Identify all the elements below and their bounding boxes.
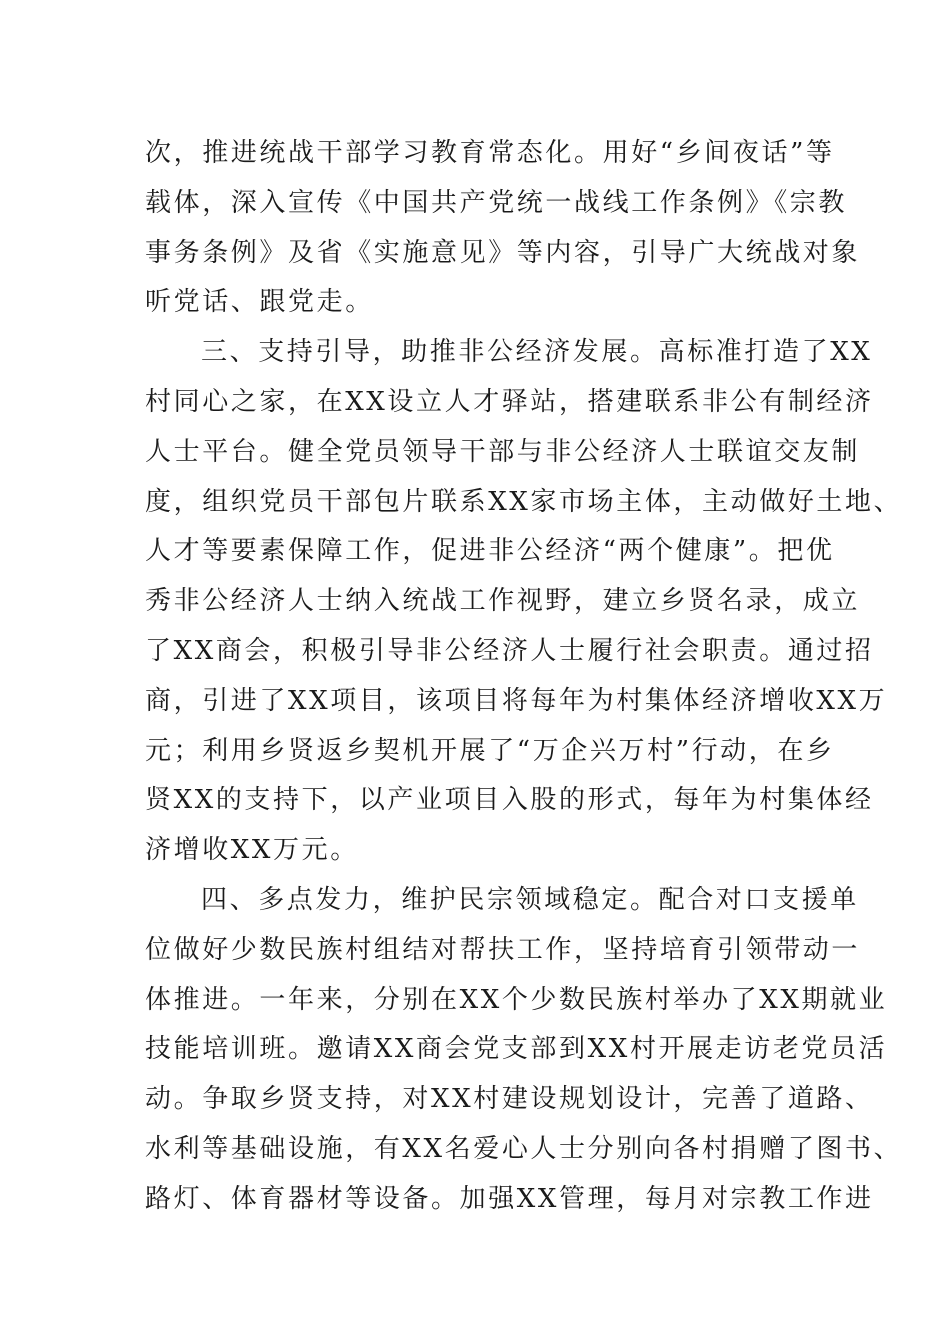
text-line: 动。争取乡贤支持，对XX村建设规划设计，完善了道路、 [145, 1084, 874, 1115]
section-heading-line: 四、多点发力，维护民宗领域稳定。配合对口支援单 [201, 884, 859, 915]
text-line: 了XX商会，积极引导非公经济人士履行社会职责。通过招 [145, 635, 874, 666]
text-line: 济增收XX万元。 [145, 835, 359, 866]
document-body [145, 129, 903, 1225]
section-heading-line: 三、支持引导，助推非公经济发展。高标准打造了XX [201, 337, 873, 368]
text-line: 技能培训班。邀请XX商会党支部到XX村开展走访老党员活 [145, 1034, 888, 1065]
text-line: 元；利用乡贤返乡契机开展了“万企兴万村”行动，在乡 [145, 735, 835, 766]
text-line: 载体，深入宣传《中国共产党统一战线工作条例》《宗教 [145, 187, 848, 218]
text-line: 度，组织党员干部包片联系XX家市场主体，主动做好土地、 [145, 486, 903, 517]
text-line: 体推进。一年来，分别在XX个少数民族村举办了XX期就业 [145, 984, 888, 1015]
text-line: 商，引进了XX项目，该项目将每年为村集体经济增收XX万 [145, 685, 888, 716]
text-line: 人才等要素保障工作，促进非公经济“两个健康”。把优 [145, 536, 835, 567]
text-line: 事务条例》及省《实施意见》等内容，引导广大统战对象 [145, 237, 861, 268]
text-line: 听党话、跟党走。 [145, 287, 374, 318]
text-line: 村同心之家，在XX设立人才驿站，搭建联系非公有制经济 [145, 386, 874, 417]
text-line: 路灯、体育器材等设备。加强XX管理，每月对宗教工作进 [145, 1183, 874, 1214]
text-line: 水利等基础设施，有XX名爱心人士分别向各村捐赠了图书、 [145, 1133, 903, 1164]
text-line: 秀非公经济人士纳入统战工作视野，建立乡贤名录，成立 [145, 586, 861, 617]
text-line: 位做好少数民族村组结对帮扶工作，坚持培育引领带动一 [145, 934, 861, 965]
text-line: 人士平台。健全党员领导干部与非公经济人士联谊交友制 [145, 436, 861, 467]
text-line: 次，推进统战干部学习教育常态化。用好“乡间夜话”等 [145, 138, 835, 168]
text-line: 贤XX的支持下，以产业项目入股的形式，每年为村集体经 [145, 785, 874, 816]
